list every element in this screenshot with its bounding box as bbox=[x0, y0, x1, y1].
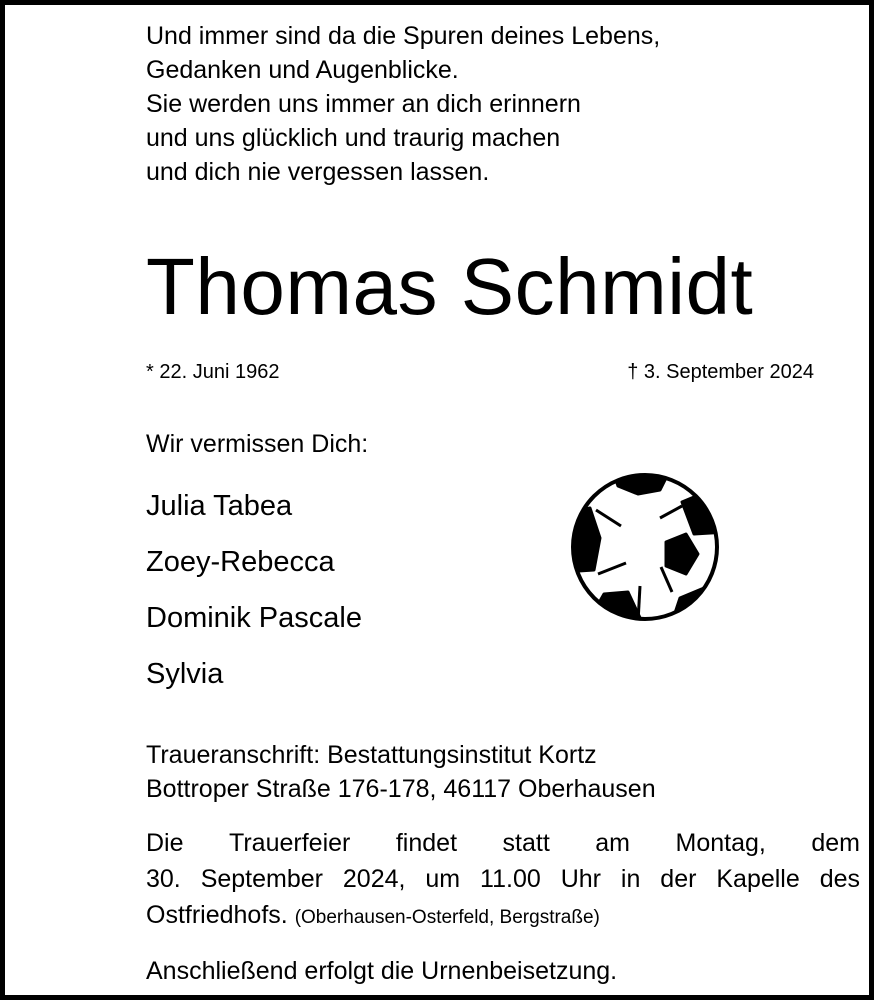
service-word: September bbox=[200, 865, 323, 893]
service-word: 30. bbox=[146, 865, 181, 893]
poem-line: Sie werden uns immer an dich erinnern bbox=[146, 90, 581, 118]
service-word: statt bbox=[502, 829, 550, 857]
burial-note: Anschließend erfolgt die Urnenbeisetzung. bbox=[146, 957, 618, 985]
mourner-name: Julia Tabea bbox=[146, 490, 293, 522]
service-word: in bbox=[620, 865, 641, 893]
mourner-name: Zoey-Rebecca bbox=[146, 546, 335, 578]
poem-line: und dich nie vergessen lassen. bbox=[146, 158, 490, 186]
memorial-poem bbox=[146, 19, 660, 189]
poem-line: und uns glücklich und traurig machen bbox=[146, 124, 561, 152]
service-word: am bbox=[595, 829, 631, 857]
service-word: findet bbox=[395, 829, 458, 857]
poem-line: Und immer sind da die Spuren deines Lebens, bbox=[146, 22, 661, 50]
funeral-service-notice bbox=[146, 825, 860, 936]
service-word: Die bbox=[146, 829, 184, 857]
service-word: Trauerfeier bbox=[229, 829, 351, 857]
service-word: Montag, bbox=[675, 829, 766, 857]
service-word: Kapelle bbox=[716, 865, 800, 893]
service-word: des bbox=[819, 865, 860, 893]
mourners-heading: Wir vermissen Dich: bbox=[146, 430, 369, 458]
address-line: Bottroper Straße 176-178, 46117 Oberhausen bbox=[146, 775, 656, 803]
poem-line: Gedanken und Augenblicke. bbox=[146, 56, 459, 84]
cemetery-name: Ostfriedhofs. bbox=[146, 901, 288, 929]
service-word: der bbox=[660, 865, 697, 893]
service-line bbox=[146, 897, 860, 936]
birth-date: * 22. Juni 1962 bbox=[146, 361, 280, 383]
mourning-address bbox=[146, 738, 656, 806]
death-date: † 3. September 2024 bbox=[627, 361, 814, 383]
soccer-ball-icon bbox=[568, 470, 722, 624]
mourner-name: Dominik Pascale bbox=[146, 602, 362, 634]
cemetery-location-note: (Oberhausen-Osterfeld, Bergstraße) bbox=[294, 907, 600, 928]
mourners-list bbox=[146, 485, 362, 709]
service-word: Uhr bbox=[560, 865, 601, 893]
service-word: 11.00 bbox=[480, 865, 541, 893]
address-line: Traueranschrift: Bestattungsinstitut Kortz bbox=[146, 741, 597, 769]
mourner-name: Sylvia bbox=[146, 658, 224, 690]
deceased-name: Thomas Schmidt bbox=[146, 242, 754, 331]
service-word: dem bbox=[811, 829, 860, 857]
service-line bbox=[146, 825, 860, 861]
service-word: 2024, bbox=[342, 865, 406, 893]
service-line bbox=[146, 861, 860, 897]
service-word: um bbox=[425, 865, 461, 893]
